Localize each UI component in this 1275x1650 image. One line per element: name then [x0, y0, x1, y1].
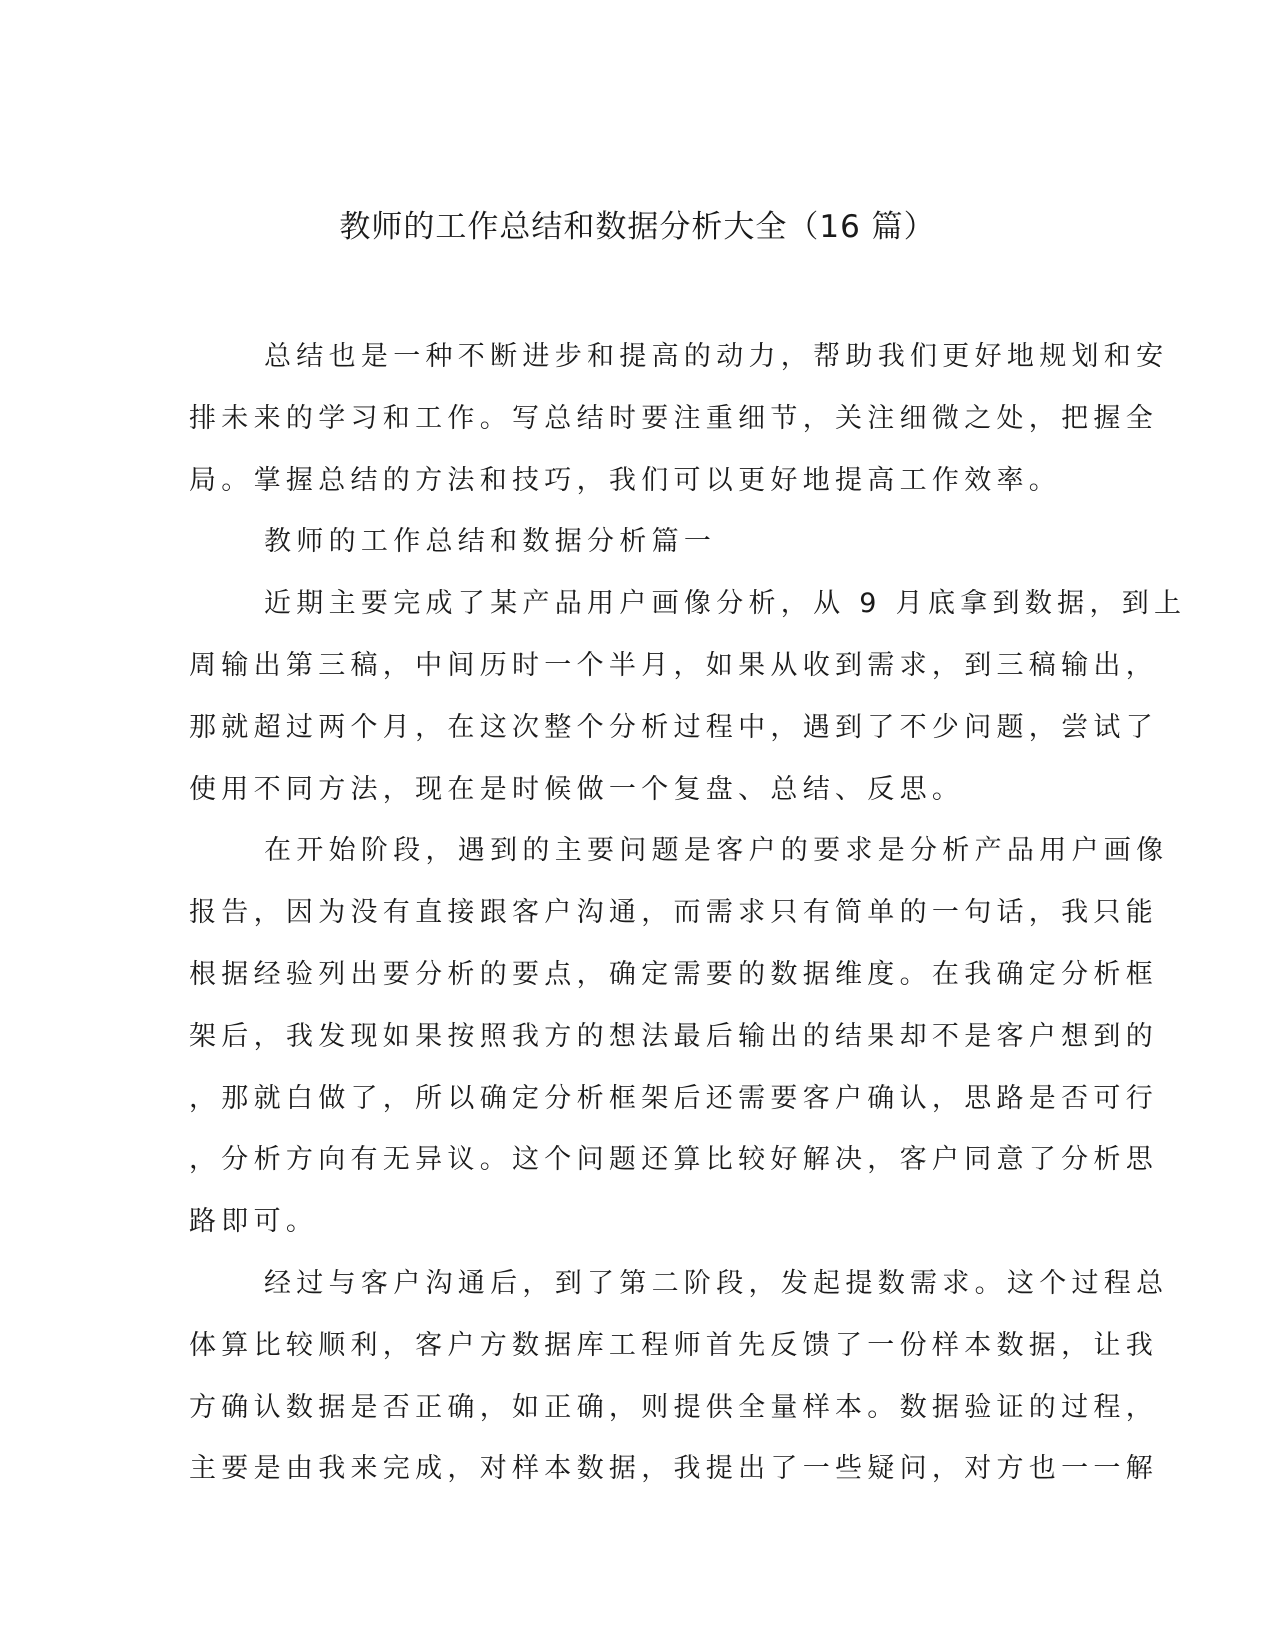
paragraph-intro — [189, 326, 1169, 511]
paragraph-start-stage — [189, 820, 1169, 1253]
paragraph-line: 那就超过两个月，在这次整个分析过程中，遇到了不少问题，尝试了 — [189, 711, 1158, 743]
section-heading-text: 教师的工作总结和数据分析篇一 — [264, 526, 717, 558]
document-body — [189, 326, 1187, 1500]
paragraph-line: 根据经验列出要分析的要点，确定需要的数据维度。在我确定分析框 — [189, 958, 1158, 990]
section-heading — [189, 511, 1089, 573]
paragraph-line: 主要是由我来完成，对样本数据，我提出了一些疑问，对方也一一解 — [189, 1453, 1158, 1485]
paragraph-line: 架后，我发现如果按照我方的想法最后输出的结果却不是客户想到的 — [189, 1020, 1158, 1052]
paragraph-line: 经过与客户沟通后，到了第二阶段，发起提数需求。这个过程总 — [264, 1267, 1169, 1299]
paragraph-line: ，分析方向有无异议。这个问题还算比较好解决，客户同意了分析思 — [189, 1144, 1158, 1176]
paragraph-line: 近期主要完成了某产品用户画像分析，从 9 月底拿到数据，到上 — [264, 588, 1187, 620]
paragraph-line: 周输出第三稿，中间历时一个半月，如果从收到需求，到三稿输出， — [189, 649, 1158, 681]
document-title: 教师的工作总结和数据分析大全（16 篇） — [339, 209, 936, 245]
paragraph-line: 路即可。 — [189, 1206, 319, 1238]
paragraph-line: 排未来的学习和工作。写总结时要注重细节，关注细微之处，把握全 — [189, 402, 1158, 434]
paragraph-line: 方确认数据是否正确，如正确，则提供全量样本。数据验证的过程， — [189, 1391, 1158, 1423]
paragraph-line: 使用不同方法，现在是时候做一个复盘、总结、反思。 — [189, 773, 965, 805]
paragraph-recent-work — [189, 573, 1187, 820]
paragraph-line: 总结也是一种不断进步和提高的动力，帮助我们更好地规划和安 — [264, 341, 1169, 372]
paragraph-line: 在开始阶段，遇到的主要问题是客户的要求是分析产品用户画像 — [264, 835, 1169, 867]
paragraph-line: 局。掌握总结的方法和技巧，我们可以更好地提高工作效率。 — [189, 464, 1062, 496]
paragraph-second-stage — [189, 1253, 1169, 1500]
paragraph-line: 体算比较顺利，客户方数据库工程师首先反馈了一份样本数据，让我 — [189, 1329, 1158, 1361]
paragraph-line: ，那就白做了，所以确定分析框架后还需要客户确认，思路是否可行 — [189, 1082, 1158, 1114]
paragraph-line: 报告，因为没有直接跟客户沟通，而需求只有简单的一句话，我只能 — [189, 897, 1158, 929]
